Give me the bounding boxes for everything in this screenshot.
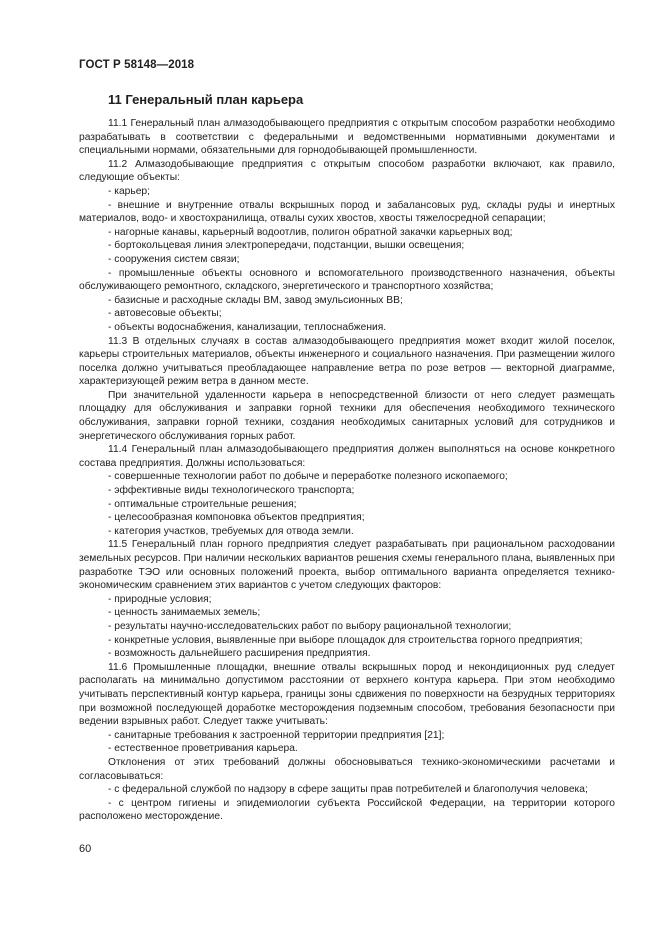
list-item: - совершенные технологии работ по добыче и переработке полезного ископаемого;: [108, 471, 508, 483]
list-item: - объекты водоснабжения, канализации, теплоснабжения.: [108, 321, 387, 333]
list-item: - базисные и расходные склады ВМ, завод эмульсионных ВВ;: [108, 294, 403, 306]
list-item: - нагорные канавы, карьерный водоотлив, полигон обратной закачки карьерных вод;: [108, 226, 513, 238]
section-title: 11 Генеральный план карьера: [108, 92, 304, 107]
list-item: - результаты научно-исследовательских работ по выбору рациональной технологии;: [108, 620, 512, 632]
paragraph: 11.5 Генеральный план горного предприятия следует разрабатывать при рациональном расходовании земельных ресурсов. При наличии нескольких вариантов решения схемы генерального плана, выявленных при разработке ТЭО или основных положений проекта, выбор оптимального варианта определяется технико-экономическим сравнением этих вариантов с учетом следующих факторов:: [79, 539, 615, 592]
list-item: - автовесовые объекты;: [108, 308, 222, 320]
list-item: - целесообразная компоновка объектов предприятия;: [108, 512, 365, 524]
body-text: [79, 117, 615, 824]
paragraph: 11.2 Алмазодобывающие предприятия с открытым способом разработки включают, как правило, следующие объекты:: [79, 158, 615, 184]
paragraph: Отклонения от этих требований должны обосновываться технико-экономическими расчетами и согласовываться:: [79, 756, 615, 782]
list-item: - оптимальные строительные решения;: [108, 498, 297, 510]
list-item: - санитарные требования к застроенной территории предприятия [21];: [108, 729, 445, 741]
paragraph: 11.3 В отдельных случаях в состав алмазодобывающего предприятия может входит жилой поселок, карьеры строительных материалов, объекты инженерного и социального назначения. При размещении жилого поселка должно учитываться преобладающее направление ветра по розе ветров — векторной диаграмме, характеризующей режим ветра в данном месте.: [79, 335, 615, 388]
list-item: - естественное проветривания карьера.: [108, 743, 298, 755]
document-code: ГОСТ Р 58148—2018: [79, 59, 195, 71]
list-item: - ценность занимаемых земель;: [108, 607, 261, 619]
list-item: - возможность дальнейшего расширения предприятия.: [108, 648, 371, 660]
page-number: 60: [79, 843, 92, 855]
paragraph: 11.6 Промышленные площадки, внешние отвалы вскрышных пород и некондиционных руд следует располагать на минимально допустимом расстоянии от верхнего контура карьера. При этом необходимо учитывать перспективный контур карьера, границы зоны сдвижения по поверхности на безрудных территориях при возможной последующей доработке месторождения подземным способом, требования безопасности при ведении взрывных работ. Следует также учитывать:: [79, 661, 615, 728]
list-item: - бортокольцевая линия электропередачи, подстанции, вышки освещения;: [108, 240, 465, 252]
list-item: - промышленные объекты основного и вспомогательного производственного назначения, объекты обслуживающего ремонтного, складского, энергетического и транспортного хозяйства;: [79, 267, 615, 293]
list-item: - с центром гигиены и эпидемиологии субъекта Российской Федерации, на территории которого расположено месторождение.: [79, 797, 615, 823]
paragraph: 11.1 Генеральный план алмазодобывающего предприятия с открытым способом разработки необходимо разрабатывать в соответствии с федеральными и ведомственными нормативными документами и специальными нормами, обязательными для горнодобывающей промышленности.: [79, 118, 615, 157]
list-item: - природные условия;: [108, 593, 212, 605]
paragraph: При значительной удаленности карьера в непосредственной близости от него следует размещать площадку для обслуживания и заправки горной техники для обеспечения необходимого технического обслуживания, заправки горной техники, создания необходимых санитарных условий для сотрудников и энергетического обслуживания горных работ.: [79, 389, 615, 442]
list-item: - карьер;: [108, 185, 150, 197]
list-item: - категория участков, требуемых для отвода земли.: [108, 525, 354, 537]
list-item: - эффективные виды технологического транспорта;: [108, 485, 355, 497]
list-item: - сооружения систем связи;: [108, 253, 240, 265]
list-item: - конкретные условия, выявленные при выборе площадок для строительства горного предприятия;: [108, 634, 583, 646]
list-item: - с федеральной службой по надзору в сфере защиты прав потребителей и благополучия человека;: [108, 784, 588, 796]
list-item: - внешние и внутренние отвалы вскрышных пород и забалансовых руд, склады руды и инертных материалов, водо- и хвостохранилища, отвалы сухих хвостов, хвосты тяжелосредной сепарации;: [79, 199, 615, 225]
paragraph: 11.4 Генеральный план алмазодобывающего предприятия должен выполняться на основе конкретного состава предприятия. Должны использоваться:: [79, 444, 615, 469]
